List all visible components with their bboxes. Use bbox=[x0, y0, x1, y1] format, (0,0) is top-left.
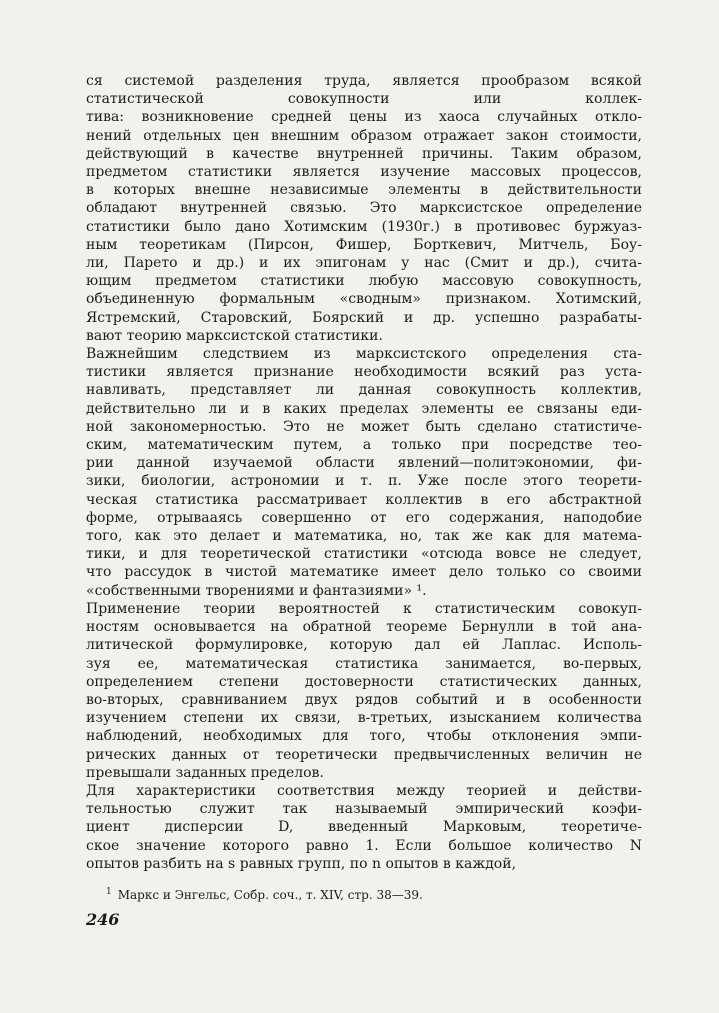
text-line: нений отдельных цен внешним образом отражает закон стоимости, bbox=[86, 127, 642, 144]
text-line: зуя ее, математическая статистика занимается, во-первых, bbox=[86, 655, 642, 672]
text-line: тельностью служит так называемый эмпирический коэфи- bbox=[86, 801, 642, 818]
text-line: статистики было дано Хотимским (1930г.) в противовес буржуаз- bbox=[86, 218, 642, 235]
text-line: тики, и для теоретической статистики «отсюда вовсе не следует, bbox=[86, 546, 642, 563]
paragraph-2 bbox=[86, 345, 642, 600]
text-line: во-вторых, сравниванием двух рядов событий и в особенности bbox=[86, 691, 642, 708]
text-line: что рассудок в чистой математике имеет дело только со своими bbox=[86, 564, 642, 581]
text-line: ющим предметом статистики любую массовую совокупность, bbox=[86, 273, 642, 290]
paragraph-1 bbox=[86, 72, 642, 345]
text-line: действующий в качестве внутренней причины. Таким образом, bbox=[86, 145, 642, 162]
footnote bbox=[86, 884, 642, 903]
text-line: форме, отрывааясь совершенно от его содержания, наподобие bbox=[86, 509, 642, 526]
text-line: статистической совокупности или коллек- bbox=[86, 91, 642, 108]
text-line: предметом статистики является изучение массовых процессов, bbox=[86, 164, 642, 181]
text-line: тистики является признание необходимости всякий раз уста- bbox=[86, 364, 642, 381]
page-body bbox=[86, 72, 642, 873]
footnote-text: Маркс и Энгельс, Собр. соч., т. XIV, стр. 38—39. bbox=[117, 888, 423, 902]
text-line: опытов разбить на s равных групп, по n опытов в каждой, bbox=[86, 855, 517, 872]
text-line: ское значение которого равно 1. Если большое количество N bbox=[86, 837, 642, 854]
text-line: Важнейшим следствием из марксистского определения ста- bbox=[86, 346, 642, 363]
footnote-mark: 1 bbox=[106, 887, 112, 897]
text-line: определением степени достоверности статистических данных, bbox=[86, 673, 642, 690]
text-line: обладают внутренней связью. Это марксистское определение bbox=[86, 200, 642, 217]
text-line: литической формулировке, которую дал ей Лаплас. Исполь- bbox=[86, 637, 642, 654]
text-line: вают теорию марксистской статистики. bbox=[86, 327, 383, 344]
paragraph-4 bbox=[86, 782, 642, 873]
text-line: рических данных от теоретически предвычисленных величин не bbox=[86, 746, 642, 763]
text-line: ся системой разделения труда, является прообразом всякой bbox=[86, 73, 642, 89]
text-line: «собственными творениями и фантазиями» ¹. bbox=[86, 582, 427, 599]
text-line: циент дисперсии D, введенный Марковым, теоретиче- bbox=[86, 819, 642, 836]
text-line: наблюдений, необходимых для того, чтобы отклонения эмпи- bbox=[86, 728, 642, 745]
paragraph-3 bbox=[86, 600, 642, 782]
text-line: навливать, представляет ли данная совокупность коллектив, bbox=[86, 382, 642, 399]
text-line: действительно ли и в каких пределах элементы ее связаны еди- bbox=[86, 400, 642, 417]
text-line: ли, Парето и др.) и их эпигонам у нас (Смит и др.), счита- bbox=[86, 255, 642, 272]
text-line: в которых внешне независимые элементы в действительности bbox=[86, 182, 642, 199]
text-line: рии данной изучаемой области явлений—политэкономии, фи- bbox=[86, 455, 642, 472]
text-line: Для характеристики соответствия между теорией и действи- bbox=[86, 782, 642, 799]
text-line: зики, биологии, астрономии и т. п. Уже после этого теорети- bbox=[86, 473, 642, 490]
text-line: Применение теории вероятностей к статистическим совокуп- bbox=[86, 600, 642, 617]
text-line: изучением степени их связи, в-третьих, изысканием количества bbox=[86, 710, 642, 727]
text-line: ностям основывается на обратной теореме Бернулли в той ана- bbox=[86, 619, 642, 636]
text-line: тива: возникновение средней цены из хаоса случайных откло- bbox=[86, 109, 642, 126]
text-line: объединенную формальным «сводным» признаком. Хотимский, bbox=[86, 291, 642, 308]
text-line: того, как это делает и математика, но, так же как для матема- bbox=[86, 528, 642, 545]
text-line: Ястремский, Старовский, Боярский и др. успешно разрабаты- bbox=[86, 309, 642, 326]
text-line: превышали заданных пределов. bbox=[86, 764, 324, 781]
text-line: ным теоретикам (Пирсон, Фишер, Борткевич, Митчель, Боу- bbox=[86, 236, 642, 253]
page-number: 246 bbox=[86, 910, 120, 929]
text-line: ной закономерностью. Это не может быть сделано статистиче- bbox=[86, 418, 642, 435]
text-line: ческая статистика рассматривает коллектив в его абстрактной bbox=[86, 491, 642, 508]
text-line: ским, математическим путем, а только при посредстве тео- bbox=[86, 437, 642, 454]
